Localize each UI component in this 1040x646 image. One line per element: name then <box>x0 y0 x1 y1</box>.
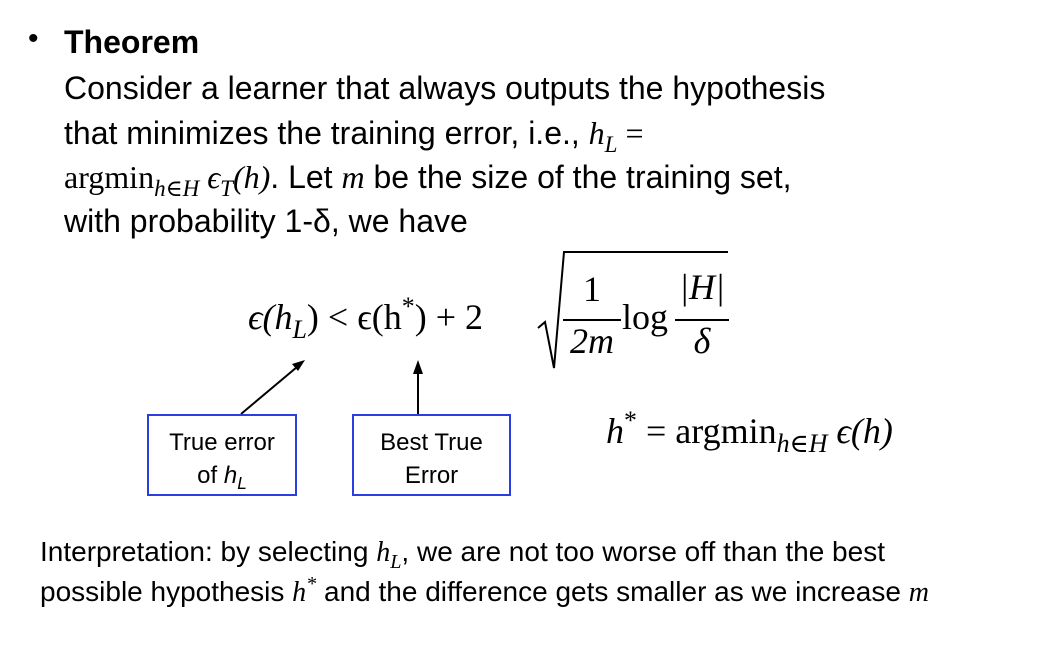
h-L-inline: $h_L$ <box>376 537 402 574</box>
best-error-line-2: Error <box>404 462 459 489</box>
true-error-box <box>147 414 297 496</box>
arrow-true-error <box>241 367 297 414</box>
best-true-error-box <box>352 414 511 496</box>
bullet-marker: • <box>28 22 39 55</box>
interpretation-line-2: possible hypothesis h* and the difference gets smaller as we increase m <box>40 572 929 608</box>
true-error-line-1: True error <box>169 429 275 456</box>
interpretation-line-1: Interpretation: by selecting $h_L$, we are not too worse off than the best <box>40 536 885 574</box>
arrow-best-error-head <box>413 360 423 374</box>
inequality-lhs: $\epsilon(h_L) < \epsilon(h^*) + 2$ <box>248 291 484 345</box>
h-star-definition: h* = argmin$_{h\in H}$ ϵ(h) <box>606 405 893 459</box>
best-error-line-1: Best True <box>380 429 483 456</box>
equals-sign: = <box>617 115 644 151</box>
fraction-1-denominator: 2m <box>570 321 614 361</box>
log-operator: log <box>622 297 669 337</box>
m-inline: m <box>908 577 929 608</box>
theorem-line-4: with probability 1-δ, we have <box>64 203 468 239</box>
theorem-line-1: Consider a learner that always outputs the hypothesis <box>64 70 826 106</box>
let-text: . Let <box>270 159 342 195</box>
h-L-symbol: $h_L$ <box>588 115 618 158</box>
h-star-inline: h* <box>292 572 317 608</box>
fraction-2-denominator: δ <box>693 321 711 361</box>
fraction-1-numerator: 1 <box>583 269 601 309</box>
argmin-expression: argmin$_{h\in H}$ $\epsilon_T(h)$ <box>64 159 271 202</box>
theorem-title: Theorem <box>64 24 200 60</box>
fraction-2-numerator: |H| <box>679 267 725 307</box>
theorem-line-2-text: that minimizes the training error, i.e., <box>64 115 589 151</box>
m-symbol: m <box>341 159 365 195</box>
true-error-line-2: of $h_L$ <box>197 462 247 494</box>
theorem-line-3-end: be the size of the training set, <box>364 159 792 195</box>
